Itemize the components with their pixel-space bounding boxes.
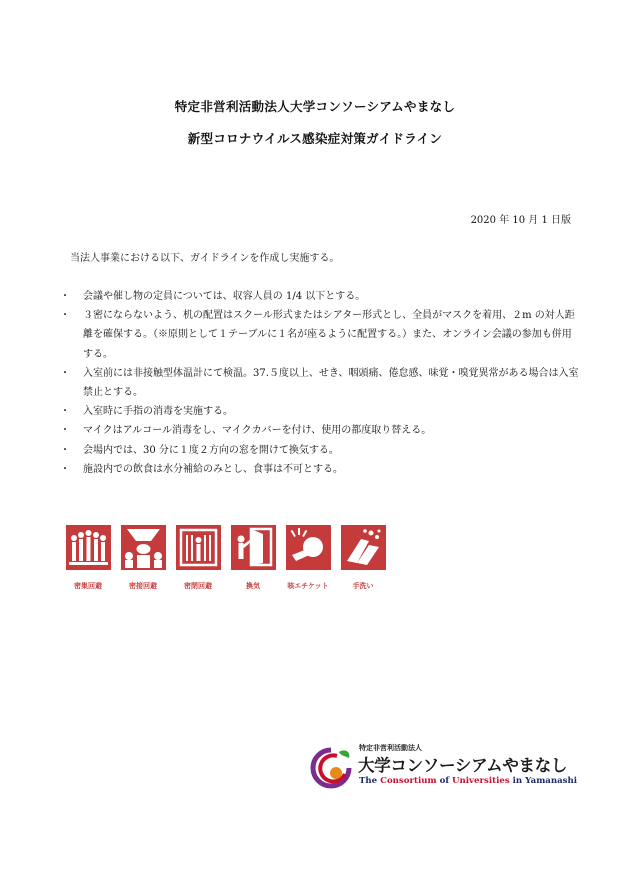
handwashing-icon (341, 525, 386, 570)
list-item: ・ ３密にならないよう、机の配置はスクール形式またはシアター形式とし、全員がマスクを着用、２m の対人距離を確保する。（※原則として１テーブルに１名が座るように配置する。）また、オンライン会議の参加も併用する。 (60, 310, 575, 360)
logo-english-name: The Consortium of Universities in Yamanashi (359, 776, 578, 786)
logo-subtitle: 特定非営利活動法人 (359, 744, 422, 752)
icon-label: 密集回避 (74, 582, 102, 590)
icon-label: 換気 (246, 582, 260, 590)
icon-label: 咳エチケット (287, 582, 329, 590)
prevention-icons (66, 525, 386, 600)
title-organization: 特定非営利活動法人大学コンソーシアムやまなし (174, 99, 456, 114)
intro-text: 当法人事業における以下、ガイドラインを作成し実施する。 (70, 253, 340, 264)
cough-etiquette-icon (286, 525, 331, 570)
crowd-icon (66, 525, 111, 570)
guideline-list (60, 287, 580, 479)
closed-space-icon (176, 525, 221, 570)
icon-label: 密接回避 (129, 582, 157, 590)
ventilation-icon (231, 525, 276, 570)
list-item: ・ 会議や催し物の定員については、収容人員の 1/4 以下とする。 (60, 291, 366, 302)
list-item: ・ 入室時に手指の消毒を実施する。 (60, 406, 233, 418)
icon-label: 手洗い (352, 582, 374, 590)
list-item: ・ 施設内での飲食は水分補給のみとし、食事は不可とする。 (60, 463, 343, 475)
consortium-mark-icon (309, 746, 353, 790)
list-item: ・ 入室前には非接触型体温計にて検温。37.５度以上、せき、咽頭痛、倦怠感、味覚・嗅覚異常がある場合は入室禁止とする。 (60, 367, 579, 399)
consortium-logo (309, 742, 579, 794)
close-contact-icon (121, 525, 166, 570)
list-item: ・ マイクはアルコール消毒をし、マイクカバーを付け、使用の都度取り替える。 (60, 425, 432, 437)
list-item: ・ 会場内では、30 分に１度２方向の窓を開けて換気する。 (60, 444, 339, 456)
icon-label: 密閉回避 (184, 582, 212, 590)
title-guideline: 新型コロナウイルス感染症対策ガイドライン (187, 131, 443, 146)
logo-name: 大学コンソーシアムやまなし (358, 756, 568, 775)
version-date: 2020 年 10 月 1 日版 (470, 215, 571, 226)
